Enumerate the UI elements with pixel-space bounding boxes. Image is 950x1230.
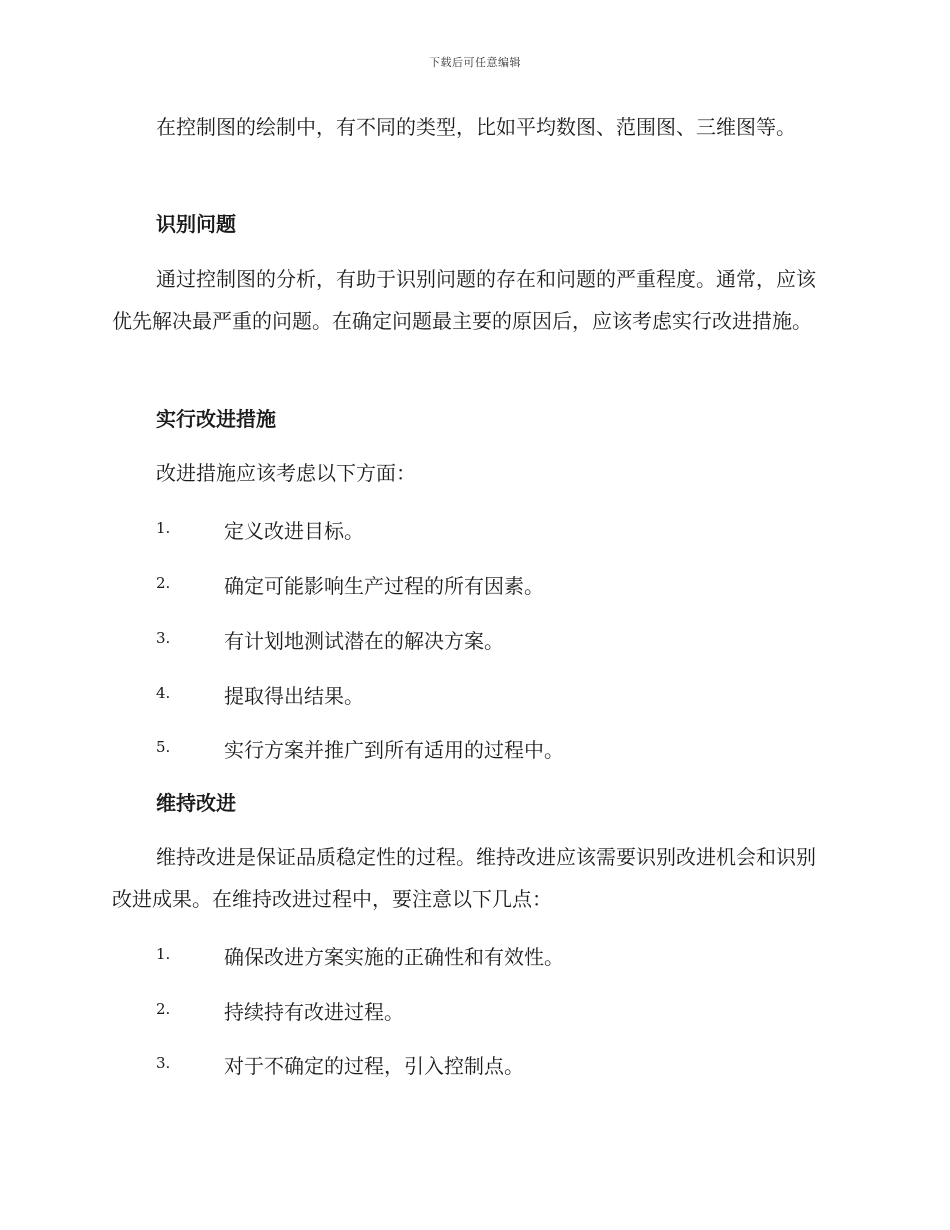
list-number: 1. (156, 519, 171, 537)
heading-implement-improvements: 实行改进措施 (156, 407, 276, 431)
list-number: 4. (156, 684, 171, 702)
list-number: 3. (156, 1054, 171, 1072)
page-header: 下载后可任意编辑 (429, 56, 521, 69)
list-number: 3. (156, 629, 171, 647)
list-text: 持续持有改进过程。 (224, 1000, 404, 1024)
paragraph-maintain-improvements: 维持改进是保证品质稳定性的过程。维持改进应该需要识别改进机会和识别改进成果。在维持改进过程中，要注意以下几点： (112, 845, 816, 911)
list-text: 定义改进目标。 (224, 519, 364, 543)
heading-maintain-improvements: 维持改进 (156, 791, 236, 815)
heading-identify-problems: 识别问题 (156, 212, 236, 236)
list-text: 提取得出结果。 (224, 684, 364, 708)
list-text: 确保改进方案实施的正确性和有效性。 (224, 945, 564, 969)
paragraph-chart-types: 在控制图的绘制中，有不同的类型，比如平均数图、范围图、三维图等。 (156, 115, 796, 139)
list-number: 1. (156, 945, 171, 963)
list-number: 5. (156, 738, 171, 756)
list-number: 2. (156, 1000, 171, 1018)
paragraph-improvement-aspects: 改进措施应该考虑以下方面： (156, 461, 416, 485)
paragraph-identify-problems: 通过控制图的分析，有助于识别问题的存在和问题的严重程度。通常，应该优先解决最严重的问题。在确定问题最主要的原因后，应该考虑实行改进措施。 (112, 267, 816, 333)
list-text: 确定可能影响生产过程的所有因素。 (224, 574, 544, 598)
list-number: 2. (156, 574, 171, 592)
list-text: 实行方案并推广到所有适用的过程中。 (224, 738, 564, 762)
list-text: 对于不确定的过程，引入控制点。 (224, 1054, 524, 1078)
list-text: 有计划地测试潜在的解决方案。 (224, 629, 504, 653)
